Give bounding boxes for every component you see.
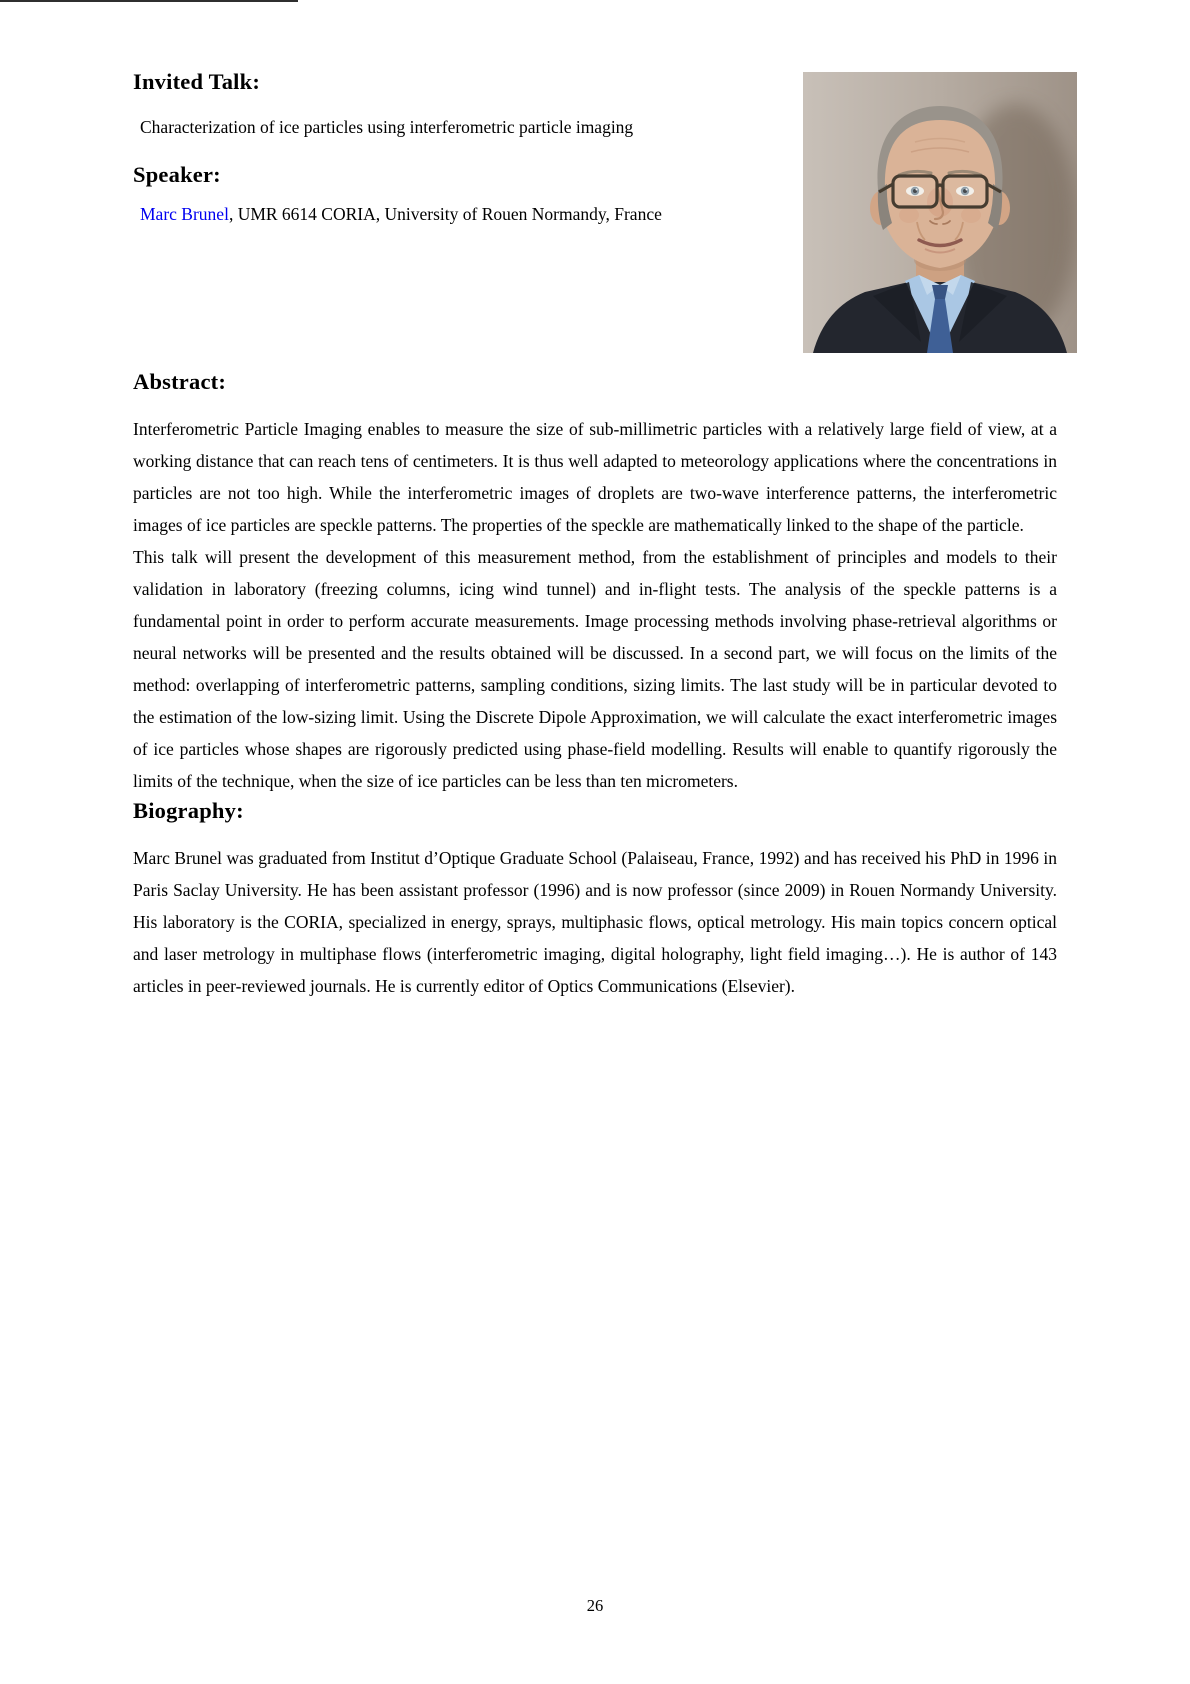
page-content xyxy=(133,68,1057,1002)
speaker-line xyxy=(133,199,735,230)
speaker-photo xyxy=(803,72,1077,353)
top-edge-line xyxy=(0,0,298,2)
talk-title: Characterization of ice particles using interferometric particle imaging xyxy=(140,117,634,137)
page-number: 26 xyxy=(586,1596,604,1615)
abstract-heading: Abstract: xyxy=(133,369,227,394)
biography-section xyxy=(133,797,1057,1002)
abstract-section xyxy=(133,368,1057,797)
speaker-name-link[interactable]: Marc Brunel xyxy=(140,204,229,224)
abstract-paragraph-2: This talk will present the development of this measurement method, from the establishment of principles and models to their validation in laboratory (freezing columns, icing wind tunnel) and in-flight tests. The analysis of the speckle patterns is a fundamental point in order to perform accurate measurements. Image processing methods involving phase-retrieval algorithms or neural networks will be presented and the results obtained will be discussed. In a second part, we will focus on the limits of the method: overlapping of interferometric patterns, sampling conditions, sizing limits. The last study will be in particular devoted to the estimation of the low-sizing limit. Using the Discrete Dipole Approximation, we will calculate the exact interferometric images of ice particles whose shapes are rigorously predicted using phase-field modelling. Results will enable to quantify rigorously the limits of the technique, when the size of ice particles can be less than ten micrometers. xyxy=(133,547,1057,791)
invited-talk-heading: Invited Talk: xyxy=(133,69,261,94)
speaker-affiliation: , UMR 6614 CORIA, University of Rouen Normandy, France xyxy=(228,204,662,224)
speaker-heading: Speaker: xyxy=(133,162,221,187)
abstract-paragraph-1: Interferometric Particle Imaging enables to measure the size of sub-millimetric particles with a relatively large field of view, at a working distance that can reach tens of centimeters. It is thus well adapted to meteorology applications where the concentrations in particles are not too high. While the interferometric images of droplets are two-wave interference patterns, the interferometric images of ice particles are speckle patterns. The properties of the speckle are mathematically linked to the shape of the particle. xyxy=(133,419,1057,535)
talk-header-section xyxy=(133,68,1057,368)
speaker-portrait-illustration xyxy=(803,72,1077,353)
biography-heading: Biography: xyxy=(133,798,244,823)
biography-paragraph: Marc Brunel was graduated from Institut d’Optique Graduate School (Palaiseau, France, 1992) and has received his PhD in 1996 in Paris Saclay University. He has been assistant professor (1996) and is now professor (since 2009) in Rouen Normandy University. His laboratory is the CORIA, specialized in energy, sprays, multiphasic flows, optical metrology. His main topics concern optical and laser metrology in multiphase flows (interferometric imaging, digital holography, light field imaging…). He is author of 143 articles in peer-reviewed journals. He is currently editor of Optics Communications (Elsevier). xyxy=(133,848,1057,996)
